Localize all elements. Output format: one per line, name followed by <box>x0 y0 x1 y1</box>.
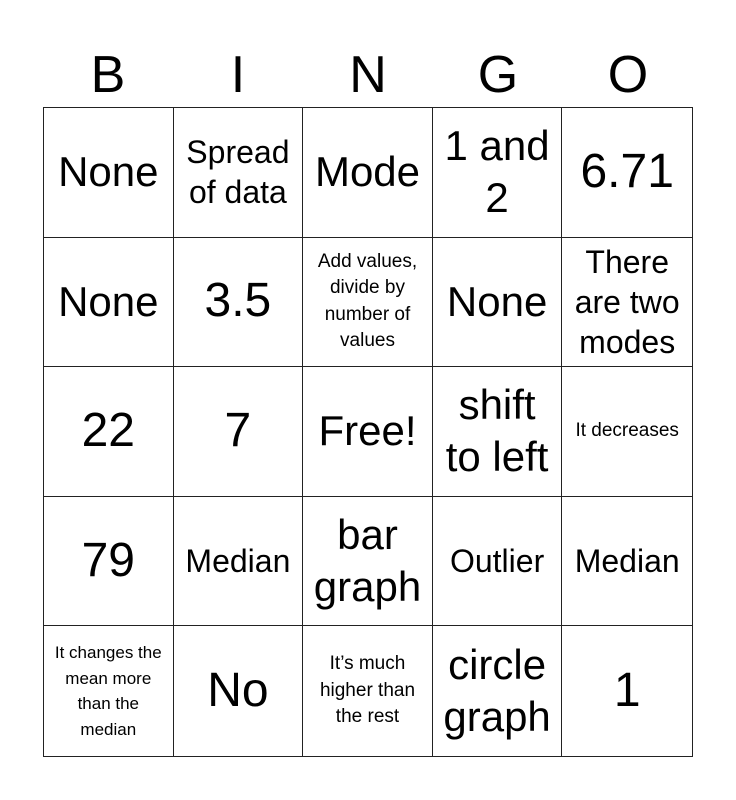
header-letter-g: G <box>477 46 519 104</box>
bingo-board <box>43 107 693 757</box>
cell-text: None <box>58 148 159 196</box>
bingo-cell-r1c5[interactable] <box>562 108 692 238</box>
bingo-cell-r3c2[interactable] <box>174 367 304 497</box>
bingo-cell-r4c5[interactable] <box>562 497 692 627</box>
bingo-cell-r2c3[interactable] <box>303 238 433 368</box>
cell-text: Median <box>574 543 680 580</box>
cell-text: circle graph <box>443 640 551 741</box>
cell-text: 1 and 2 <box>444 121 550 222</box>
bingo-cell-r5c4[interactable] <box>433 626 563 756</box>
bingo-cell-r2c4[interactable] <box>433 238 563 368</box>
bingo-cell-r5c1[interactable] <box>44 626 174 756</box>
cell-text: None <box>58 277 159 325</box>
bingo-cell-r1c2[interactable] <box>174 108 304 238</box>
cell-text: 22 <box>81 404 135 458</box>
cell-text: It’s much higher than the rest <box>319 653 416 728</box>
bingo-cell-r5c2[interactable] <box>174 626 304 756</box>
cell-text: 3.5 <box>204 274 272 328</box>
bingo-cell-r2c1[interactable] <box>44 238 174 368</box>
cell-text: None <box>446 277 548 325</box>
bingo-cell-r4c2[interactable] <box>174 497 304 627</box>
cell-text: 79 <box>81 533 135 587</box>
header-letter-n: N <box>349 46 387 104</box>
cell-text: Outlier <box>449 543 545 580</box>
bingo-cell-r3c4[interactable] <box>433 367 563 497</box>
cell-text: bar graph <box>313 510 422 611</box>
bingo-cell-r4c1[interactable] <box>44 497 174 627</box>
cell-text: Mode <box>314 148 421 196</box>
cell-text: Free! <box>318 407 417 455</box>
bingo-cell-r1c4[interactable] <box>433 108 563 238</box>
cell-text: Median <box>185 543 291 580</box>
bingo-cell-r2c2[interactable] <box>174 238 304 368</box>
cell-text: It decreases <box>575 420 679 442</box>
bingo-cell-r1c3[interactable] <box>303 108 433 238</box>
bingo-cell-r3c1[interactable] <box>44 367 174 497</box>
header-letter-b: B <box>90 46 126 104</box>
header-letter-o: O <box>607 46 649 104</box>
cell-text: 1 <box>613 663 641 717</box>
bingo-cell-r3c5[interactable] <box>562 367 692 497</box>
cell-text: shift to left <box>445 380 549 481</box>
bingo-cell-r5c3[interactable] <box>303 626 433 756</box>
bingo-cell-free[interactable] <box>303 367 433 497</box>
cell-text: 7 <box>224 404 252 458</box>
cell-text: It changes the mean more than the median <box>54 643 162 739</box>
bingo-cell-r1c1[interactable] <box>44 108 174 238</box>
cell-text: 6.71 <box>580 144 674 198</box>
cell-text: No <box>207 663 269 717</box>
bingo-cell-r4c3[interactable] <box>303 497 433 627</box>
cell-text: Add values, divide by number of values <box>317 250 418 352</box>
bingo-cell-r5c5[interactable] <box>562 626 692 756</box>
header-letter-i: I <box>230 46 246 104</box>
bingo-cell-r2c5[interactable] <box>562 238 692 368</box>
bingo-header <box>43 42 693 108</box>
cell-text: There are two modes <box>574 243 680 360</box>
bingo-cell-r4c4[interactable] <box>433 497 563 627</box>
cell-text: Spread of data <box>186 134 290 211</box>
